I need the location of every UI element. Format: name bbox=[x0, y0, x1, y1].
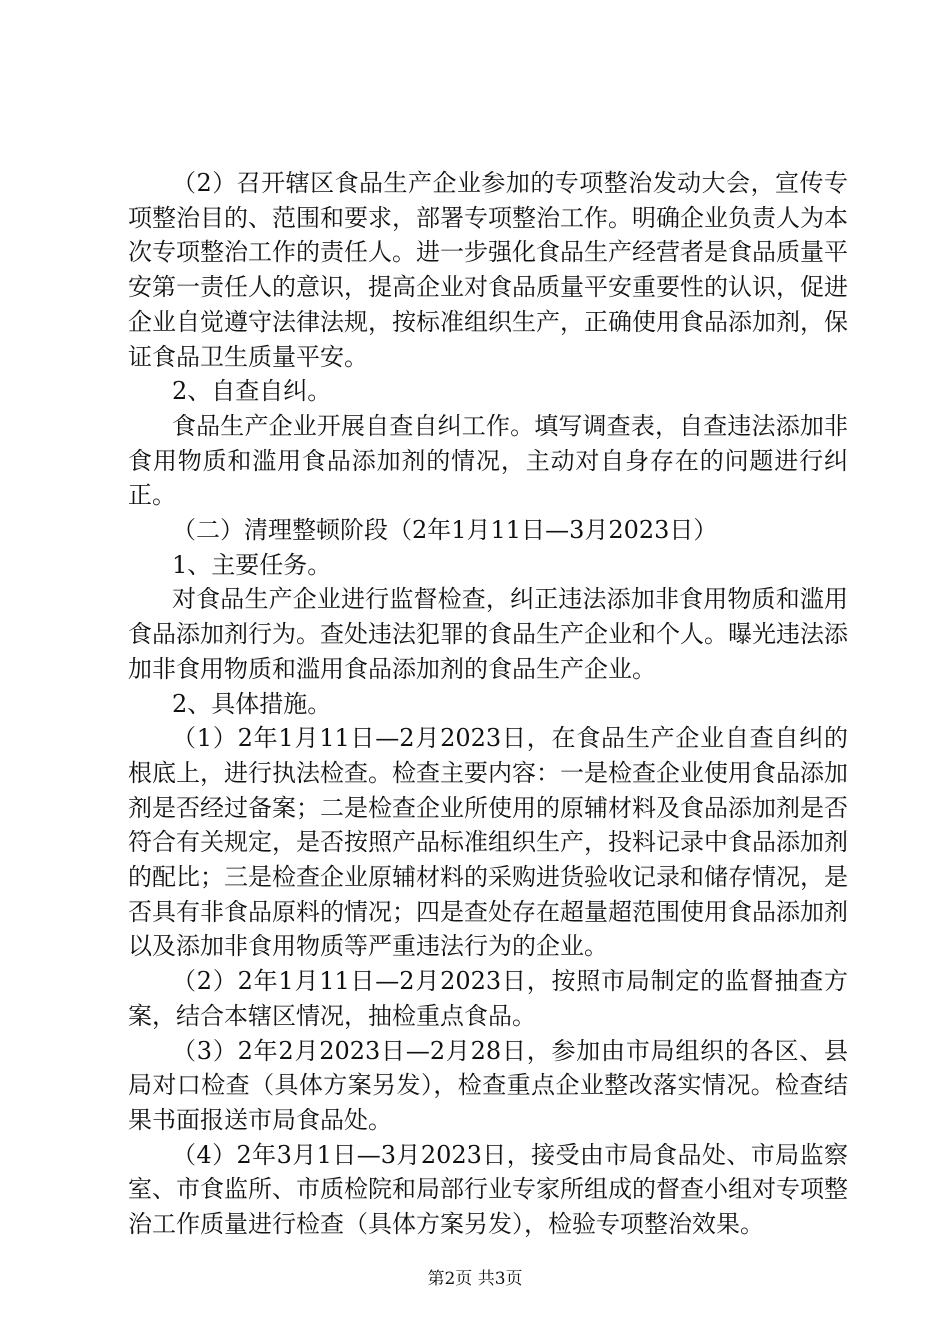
heading-main-tasks: 1、主要任务。 bbox=[172, 550, 332, 579]
paragraph-self-inspection: 食品生产企业开展自查自纠工作。填写调查表，自查违法添加非食用物质和滥用食品添加剂的情况，主动对自身存在的问题进行纠正。 bbox=[128, 411, 848, 510]
paragraph-measure-4: （4）2年3月1日—3月2023日，接受由市局食品处、市局监察室、市食监所、市质检院和局部行业专家所组成的督查小组对专项整治工作质量进行检查（具体方案另发），检验专项整治效果。 bbox=[128, 1140, 848, 1239]
paragraph-measure-3: （3）2年2月2023日—2月28日，参加由市局组织的各区、县局对口检查（具体方案另发），检查重点企业整改落实情况。检查结果书面报送市局食品处。 bbox=[128, 1036, 848, 1134]
paragraph-main-tasks: 对食品生产企业进行监督检查，纠正违法添加非食用物质和滥用食品添加剂行为。查处违法犯罪的食品生产企业和个人。曝光违法添加非食用物质和滥用食品添加剂的食品生产企业。 bbox=[128, 585, 848, 683]
heading-specific-measures: 2、具体措施。 bbox=[172, 689, 332, 718]
page-number-footer: 第2页 共3页 bbox=[427, 1269, 523, 1289]
paragraph-mobilization-meeting: （2）召开辖区食品生产企业参加的专项整治发动大会，宣传专项整治目的、范围和要求，部署专项整治工作。明确企业负责人为本次专项整治工作的责任人。进一步强化食品生产经营者是食品质量平安第一责任人的意识，提高企业对食品质量平安重要性的认识，促进企业自觉遵守法律法规，按标准组织生产，正确使用食品添加剂，保证食品卫生质量平安。 bbox=[128, 169, 848, 371]
paragraph-measure-2: （2）2年1月11日—2月2023日，按照市局制定的监督抽查方案，结合本辖区情况，抽检重点食品。 bbox=[128, 967, 848, 1030]
heading-rectification-stage: （二）清理整顿阶段（2年1月11日—3月2023日） bbox=[172, 516, 718, 545]
paragraph-measure-1: （1）2年1月11日—2月2023日，在食品生产企业自查自纠的根底上，进行执法检查。检查主要内容：一是检查企业使用食品添加剂是否经过备案；二是检查企业所使用的原辅材料及食品添加剂是否符合有关规定，是否按照产品标准组织生产，投料记录中食品添加剂的配比；三是检查企业原辅材料的采购进货验收记录和储存情况，是否具有非食品原料的情况；四是查处存在超量超范围使用食品添加剂以及添加非食用物质等严重违法行为的企业。 bbox=[128, 724, 848, 961]
heading-self-inspection: 2、自查自纠。 bbox=[172, 377, 332, 406]
document-body bbox=[128, 166, 848, 1242]
